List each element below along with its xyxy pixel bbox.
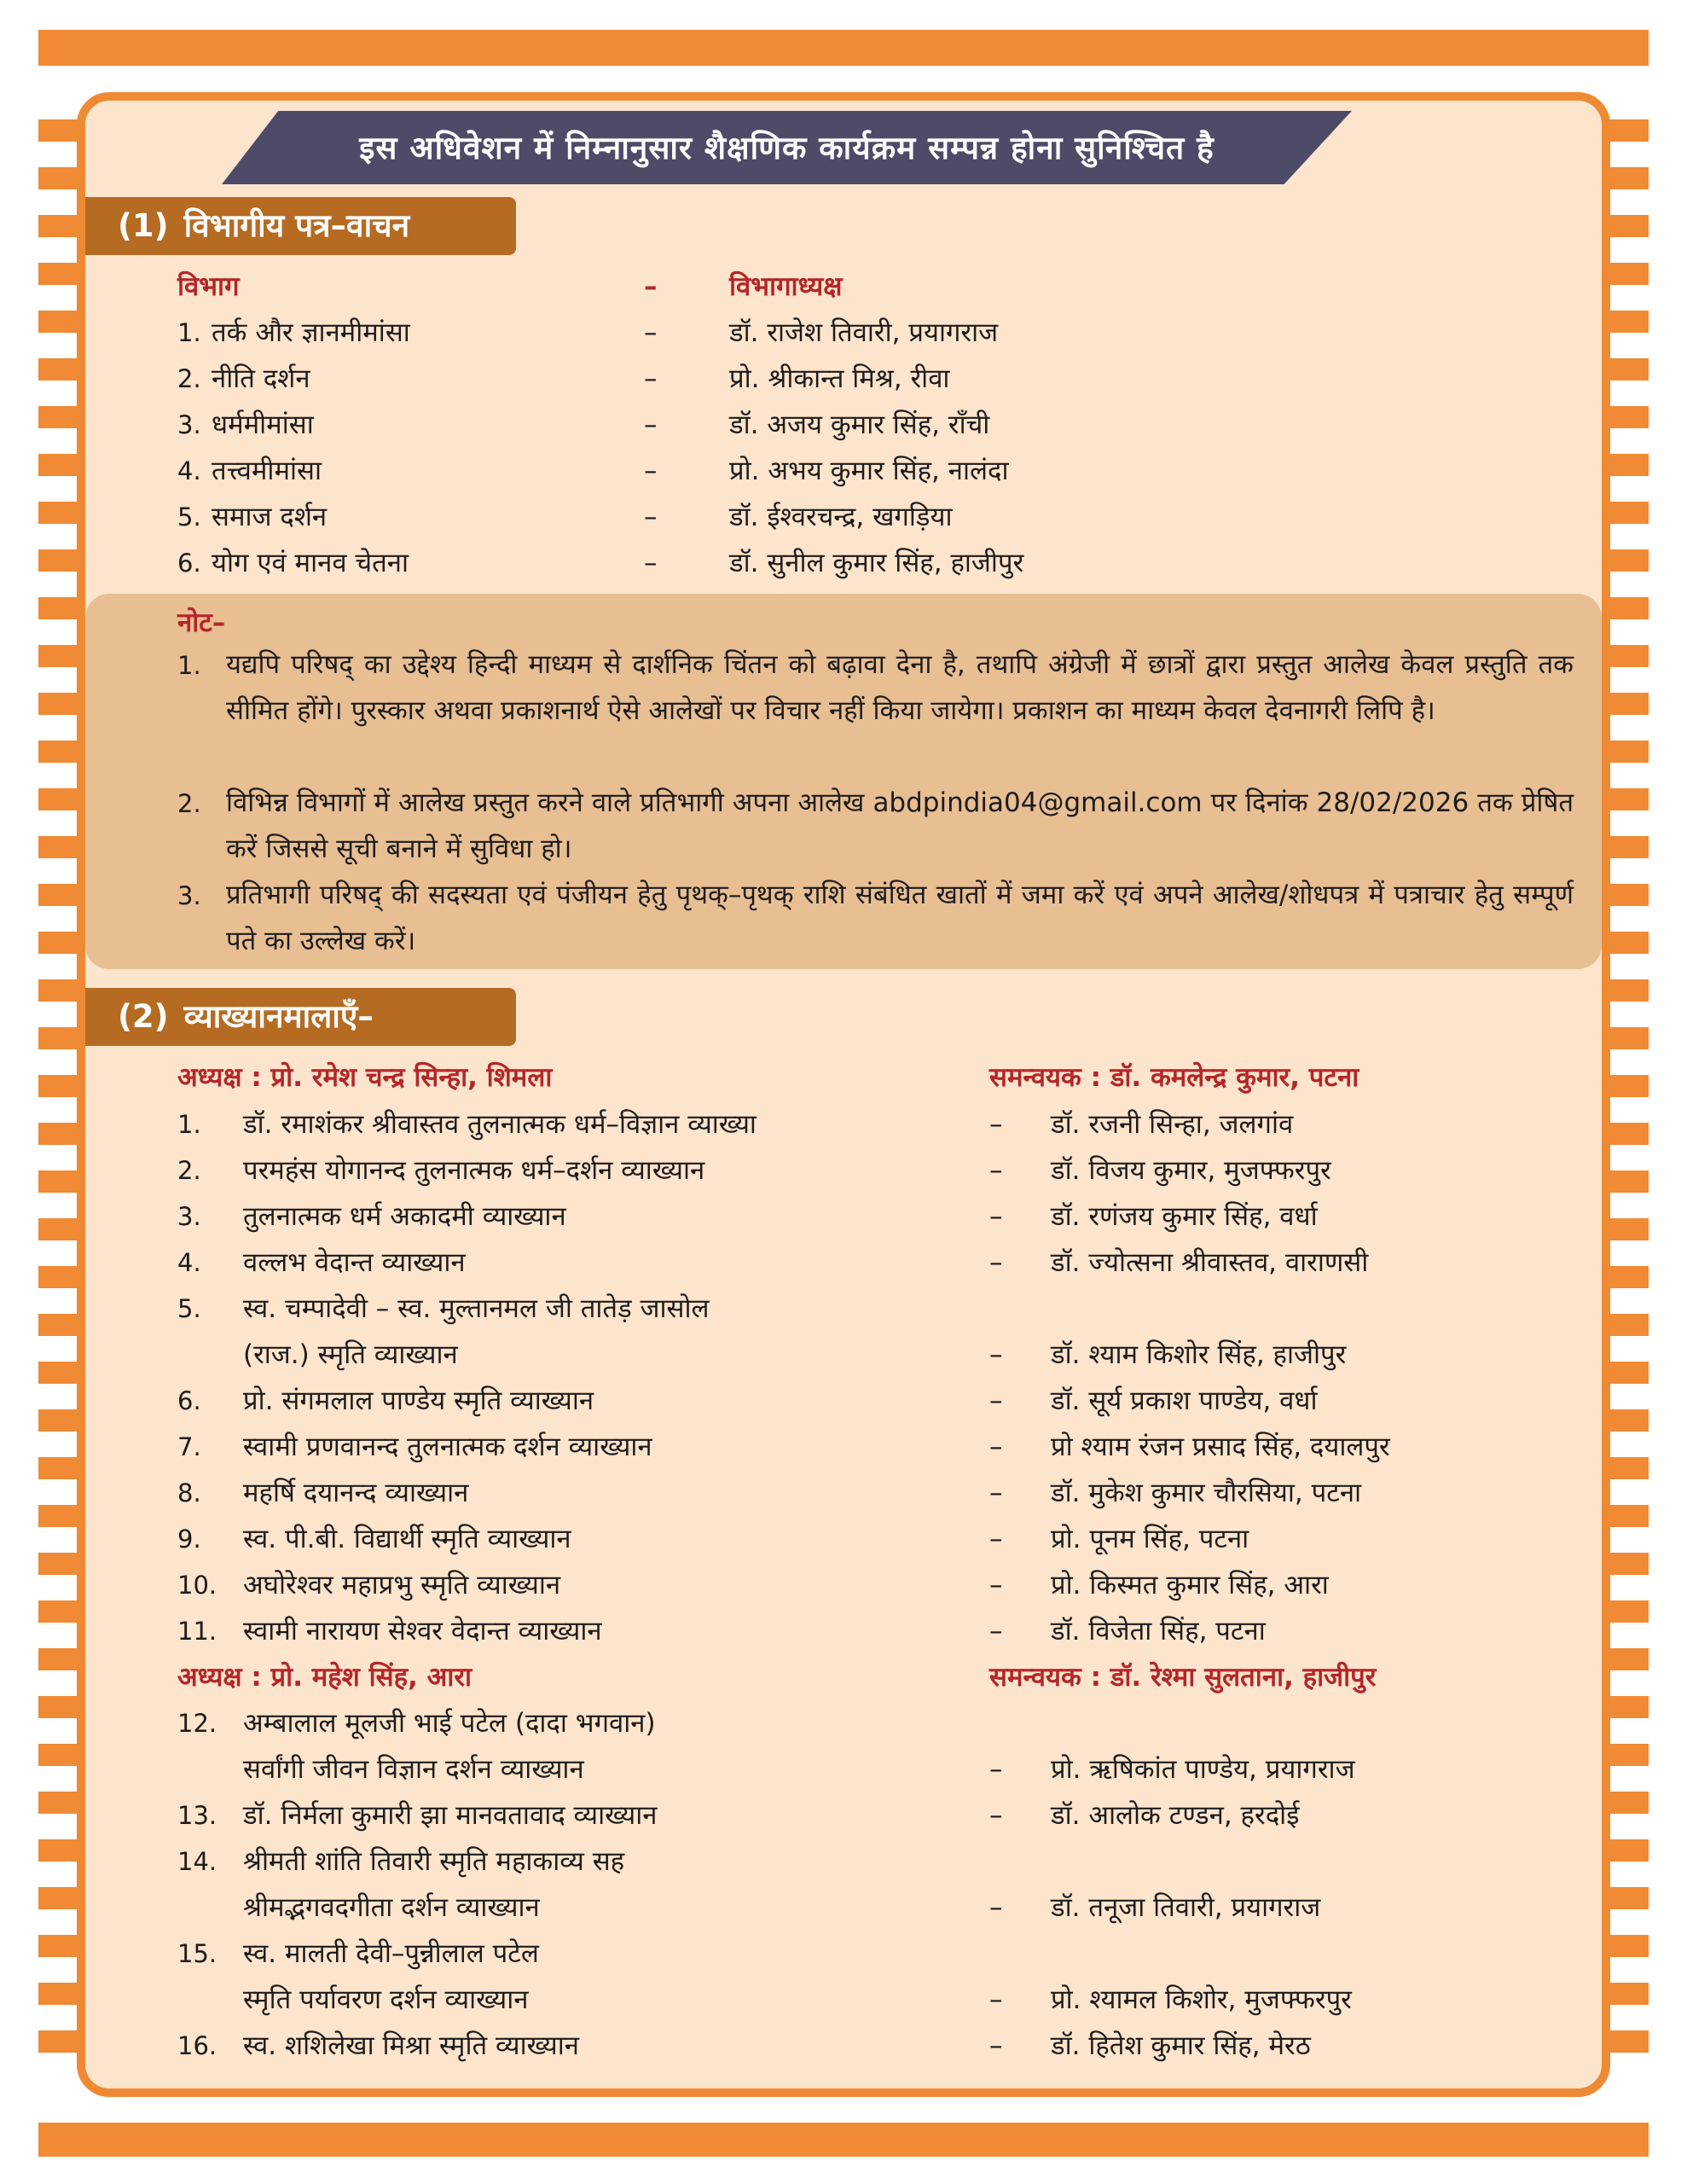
department-head: डॉ. ईश्वरचन्द्र, खगड़िया	[729, 502, 953, 532]
section1-title: विभागीय पत्र–वाचन	[183, 207, 410, 244]
lecture-dash: –	[989, 1478, 1003, 1508]
lecture-number: 2.	[177, 1156, 201, 1185]
lecture-title-cont: स्मृति पर्यावरण दर्शन व्याख्यान	[243, 1984, 529, 2015]
lecture-speaker: डॉ. रणंजय कुमार सिंह, वर्धा	[1051, 1201, 1318, 1232]
department-number: 5.	[177, 502, 201, 531]
lecture-number: 11.	[177, 1617, 217, 1646]
department-name: तत्त्वमीमांसा	[212, 456, 322, 486]
lecture-title: स्वामी नारायण सेश्वर वेदान्त व्याख्यान	[243, 1616, 602, 1647]
lecture-speaker: प्रो. श्यामल किशोर, मुजफ्फरपुर	[1051, 1984, 1352, 2015]
lecture-dash: –	[989, 1754, 1003, 1785]
department-dash: –	[644, 363, 658, 394]
lecture-number: 6.	[177, 1386, 201, 1415]
section1-number: (1)	[118, 207, 169, 244]
section2-header	[85, 988, 516, 1046]
lecture-dash: –	[989, 1155, 1003, 1186]
department-name: धर्ममीमांसा	[212, 410, 314, 440]
note-text: विभिन्न विभागों में आलेख प्रस्तुत करने वाले प्रतिभागी अपना आलेख abdpindia04@gmail.com पर दिनांक 28/02/2026 तक प्रेषित करें जिससे सूची बनाने में सुविधा हो।	[226, 787, 1574, 864]
note-text: प्रतिभागी परिषद् की सदस्यता एवं पंजीयन हेतु पृथक्–पृथक् राशि संबंधित खातों में जमा करें एवं अपने आलेख/शोधपत्र में पत्राचार हेतु सम्पूर्ण पते का उल्लेख करें।	[226, 880, 1574, 956]
lecture-title: वल्लभ वेदान्त व्याख्यान	[243, 1247, 466, 1278]
lecture-dash: –	[989, 1616, 1003, 1647]
lecture-title: तुलनात्मक धर्म अकादमी व्याख्यान	[243, 1201, 566, 1232]
lecture-number: 15.	[177, 1939, 217, 1968]
lecture-number: 4.	[177, 1248, 201, 1277]
content-frame	[77, 92, 1610, 2097]
lecture-title: अघोरेश्वर महाप्रभु स्मृति व्याख्यान	[243, 1570, 561, 1600]
lecture-dash: –	[989, 2030, 1003, 2061]
lecture-number: 13.	[177, 1801, 217, 1830]
lecture-dash: –	[989, 1570, 1003, 1600]
lecture-title: परमहंस योगानन्द तुलनात्मक धर्म–दर्शन व्याख्यान	[243, 1155, 705, 1186]
note-title: नोट–	[177, 607, 226, 638]
lecture-speaker: प्रो. किस्मत कुमार सिंह, आरा	[1051, 1570, 1329, 1600]
lecture-title: डॉ. रमाशंकर श्रीवास्तव तुलनात्मक धर्म–विज्ञान व्याख्या	[243, 1109, 757, 1140]
department-number: 6.	[177, 549, 201, 578]
lecture-speaker: प्रो श्याम रंजन प्रसाद सिंह, दयालपुर	[1051, 1432, 1390, 1462]
department-number: 4.	[177, 456, 201, 485]
department-name: समाज दर्शन	[212, 502, 328, 532]
lecture-speaker: डॉ. श्याम किशोर सिंह, हाजीपुर	[1051, 1339, 1347, 1370]
lecture-speaker: डॉ. विजेता सिंह, पटना	[1051, 1616, 1266, 1647]
department-name: योग एवं मानव चेतना	[212, 548, 409, 578]
department-dash: –	[644, 317, 658, 348]
section2-title: व्याख्यानमालाएँ–	[183, 998, 374, 1035]
group1-coordinator: समन्वयक : डॉ. कमलेन्द्र कुमार, पटना	[989, 1062, 1359, 1093]
note-text: यद्यपि परिषद् का उद्देश्य हिन्दी माध्यम से दार्शनिक चिंतन को बढ़ावा देना है, तथापि अंग्रेजी में छात्रों द्वारा प्रस्तुत आलेख केवल प्रस्तुति तक सीमित होंगे। पुरस्कार अथवा प्रकाशनार्थ ऐसे आलेखों पर विचार नहीं किया जायेगा। प्रकाशन का माध्यम केवल देवनागरी लिपि है।	[226, 649, 1574, 726]
banner-title: इस अधिवेशन में निम्नानुसार शैक्षणिक कार्यक्रम सम्पन्न होना सुनिश्चित है	[359, 129, 1215, 166]
lecture-number: 5.	[177, 1294, 201, 1323]
department-head: डॉ. सुनील कुमार सिंह, हाजीपुर	[729, 548, 1024, 578]
lecture-speaker: डॉ. आलोक टण्डन, हरदोई	[1051, 1800, 1300, 1831]
department-dash: –	[644, 456, 658, 486]
lecture-dash: –	[989, 1984, 1003, 2015]
note-number: 1.	[177, 651, 201, 680]
bottom-stripe	[38, 2123, 1649, 2157]
group1-chair: अध्यक्ष : प्रो. रमेश चन्द्र सिन्हा, शिमला	[177, 1062, 553, 1093]
lecture-dash: –	[989, 1339, 1003, 1370]
department-number: 1.	[177, 318, 201, 347]
lecture-title: स्वामी प्रणवानन्द तुलनात्मक दर्शन व्याख्यान	[243, 1432, 652, 1462]
lecture-title: स्व. पी.बी. विद्यार्थी स्मृति व्याख्यान	[243, 1524, 571, 1554]
lecture-dash: –	[989, 1247, 1003, 1278]
lecture-dash: –	[989, 1892, 1003, 1923]
lecture-number: 9.	[177, 1525, 201, 1554]
lecture-number: 3.	[177, 1202, 201, 1231]
department-number: 3.	[177, 410, 201, 439]
lecture-speaker: डॉ. रजनी सिन्हा, जलगांव	[1051, 1109, 1294, 1140]
lecture-number: 7.	[177, 1432, 201, 1461]
lecture-number: 8.	[177, 1478, 201, 1507]
lecture-title: अम्बालाल मूलजी भाई पटेल (दादा भगवान)	[243, 1708, 656, 1739]
lecture-title: स्व. शशिलेखा मिश्रा स्मृति व्याख्यान	[243, 2030, 579, 2061]
lecture-title-cont: सर्वांगी जीवन विज्ञान दर्शन व्याख्यान	[243, 1754, 584, 1785]
lecture-dash: –	[989, 1800, 1003, 1831]
department-name: तर्क और ज्ञानमीमांसा	[212, 317, 410, 348]
department-number: 2.	[177, 364, 201, 393]
lecture-number: 12.	[177, 1709, 217, 1738]
department-head: प्रो. अभय कुमार सिंह, नालंदा	[729, 456, 1009, 486]
department-dash: –	[644, 502, 658, 532]
lecture-speaker: डॉ. सूर्य प्रकाश पाण्डेय, वर्धा	[1051, 1385, 1318, 1416]
lecture-dash: –	[989, 1385, 1003, 1416]
section2-number: (2)	[118, 998, 169, 1035]
lecture-speaker: प्रो. ऋषिकांत पाण्डेय, प्रयागराज	[1051, 1754, 1355, 1785]
lecture-title: श्रीमती शांति तिवारी स्मृति महाकाव्य सह	[243, 1846, 625, 1877]
department-head: डॉ. अजय कुमार सिंह, राँची	[729, 410, 990, 440]
note-number: 2.	[177, 789, 201, 818]
col-head-header: विभागाध्यक्ष	[729, 271, 843, 302]
lecture-number: 16.	[177, 2031, 217, 2060]
lecture-title: डॉ. निर्मला कुमारी झा मानवतावाद व्याख्यान	[243, 1800, 658, 1831]
note-number: 3.	[177, 881, 201, 910]
lecture-speaker: डॉ. हितेश कुमार सिंह, मेरठ	[1051, 2030, 1311, 2061]
lecture-number: 14.	[177, 1847, 217, 1876]
group2-chair: अध्यक्ष : प्रो. महेश सिंह, आरा	[177, 1662, 472, 1693]
lecture-speaker: प्रो. पूनम सिंह, पटना	[1051, 1524, 1249, 1554]
lecture-speaker: डॉ. ज्योत्सना श्रीवास्तव, वाराणसी	[1051, 1247, 1369, 1278]
lecture-title: प्रो. संगमलाल पाण्डेय स्मृति व्याख्यान	[243, 1385, 594, 1416]
lecture-number: 1.	[177, 1110, 201, 1139]
lecture-speaker: डॉ. विजय कुमार, मुजफ्फरपुर	[1051, 1155, 1331, 1186]
lecture-dash: –	[989, 1201, 1003, 1232]
lecture-dash: –	[989, 1432, 1003, 1462]
lecture-title: स्व. मालती देवी–पुन्नीलाल पटेल	[243, 1938, 539, 1969]
lecture-title-cont: (राज.) स्मृति व्याख्यान	[243, 1339, 458, 1370]
section1-header	[85, 197, 516, 255]
lecture-dash: –	[989, 1109, 1003, 1140]
department-name: नीति दर्शन	[212, 363, 310, 394]
department-head: डॉ. राजेश तिवारी, प्रयागराज	[729, 317, 999, 348]
department-head: प्रो. श्रीकान्त मिश्र, रीवा	[729, 363, 950, 394]
lecture-title-cont: श्रीमद्भगवदगीता दर्शन व्याख्यान	[243, 1892, 540, 1923]
top-stripe	[38, 30, 1649, 66]
col-dash-header: –	[644, 271, 658, 302]
col-dept-header: विभाग	[177, 271, 240, 302]
department-dash: –	[644, 548, 658, 578]
lecture-dash: –	[989, 1524, 1003, 1554]
lecture-speaker: डॉ. तनूजा तिवारी, प्रयागराज	[1051, 1892, 1321, 1923]
lecture-speaker: डॉ. मुकेश कुमार चौरसिया, पटना	[1051, 1478, 1362, 1508]
department-dash: –	[644, 410, 658, 440]
group2-coordinator: समन्वयक : डॉ. रेश्मा सुलताना, हाजीपुर	[989, 1662, 1377, 1693]
lecture-title: स्व. चम्पादेवी – स्व. मुल्तानमल जी तातेड़ जासोल	[243, 1293, 710, 1324]
lecture-number: 10.	[177, 1571, 217, 1600]
lecture-title: महर्षि दयानन्द व्याख्यान	[243, 1478, 469, 1508]
